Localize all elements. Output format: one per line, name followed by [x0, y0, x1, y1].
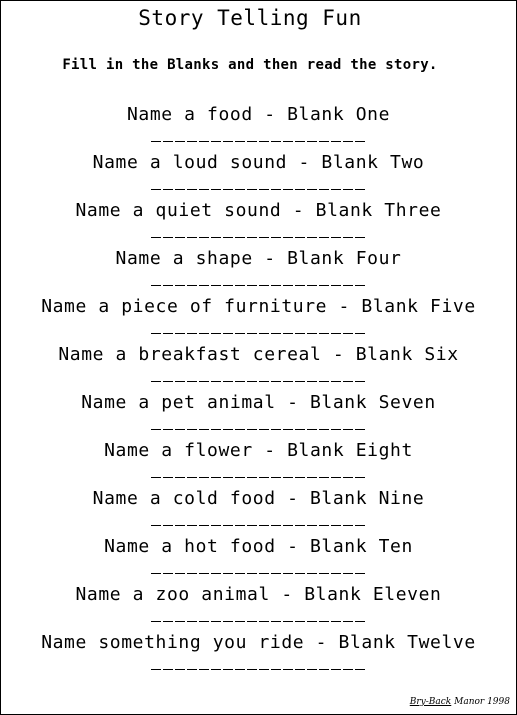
blank-prompt: Name a cold food - Blank Nine	[92, 488, 425, 509]
blank-item	[1, 533, 516, 581]
signature	[410, 697, 510, 708]
blanks-list	[1, 101, 516, 677]
blank-item	[1, 245, 516, 293]
answer-blank-line[interactable]	[151, 381, 366, 382]
blank-prompt: Name a loud sound - Blank Two	[92, 152, 425, 173]
blank-prompt: Name a zoo animal - Blank Eleven	[75, 584, 442, 605]
answer-blank-line[interactable]	[151, 237, 366, 238]
blank-item	[1, 389, 516, 437]
blank-prompt: Name a food - Blank One	[126, 104, 391, 125]
answer-blank-line[interactable]	[151, 525, 366, 526]
blank-prompt: Name a quiet sound - Blank Three	[75, 200, 442, 221]
signature-rest: Manor 1998	[451, 697, 510, 707]
answer-blank-line[interactable]	[151, 189, 366, 190]
blank-item	[1, 149, 516, 197]
blank-item	[1, 341, 516, 389]
page-title: Story Telling Fun	[138, 6, 362, 30]
blank-prompt: Name a pet animal - Blank Seven	[81, 392, 436, 413]
blank-item	[1, 293, 516, 341]
blank-prompt: Name a shape - Blank Four	[115, 248, 402, 269]
blank-prompt: Name something you ride - Blank Twelve	[41, 632, 476, 653]
blank-prompt: Name a flower - Blank Eight	[104, 440, 413, 461]
answer-blank-line[interactable]	[151, 669, 366, 670]
blank-item	[1, 485, 516, 533]
answer-blank-line[interactable]	[151, 429, 366, 430]
answer-blank-line[interactable]	[151, 285, 366, 286]
answer-blank-line[interactable]	[151, 621, 366, 622]
blank-prompt: Name a breakfast cereal - Blank Six	[58, 344, 459, 365]
blank-item	[1, 101, 516, 149]
blank-item	[1, 437, 516, 485]
answer-blank-line[interactable]	[151, 141, 366, 142]
answer-blank-line[interactable]	[151, 333, 366, 334]
answer-blank-line[interactable]	[151, 477, 366, 478]
blank-prompt: Name a piece of furniture - Blank Five	[41, 296, 476, 317]
signature-brand: Bry-Back	[409, 697, 452, 707]
blank-item	[1, 197, 516, 245]
blank-prompt: Name a hot food - Blank Ten	[104, 536, 413, 557]
answer-blank-line[interactable]	[151, 573, 366, 574]
instructions-text: Fill in the Blanks and then read the story.	[62, 57, 438, 73]
blank-item	[1, 581, 516, 629]
blank-item	[1, 629, 516, 677]
